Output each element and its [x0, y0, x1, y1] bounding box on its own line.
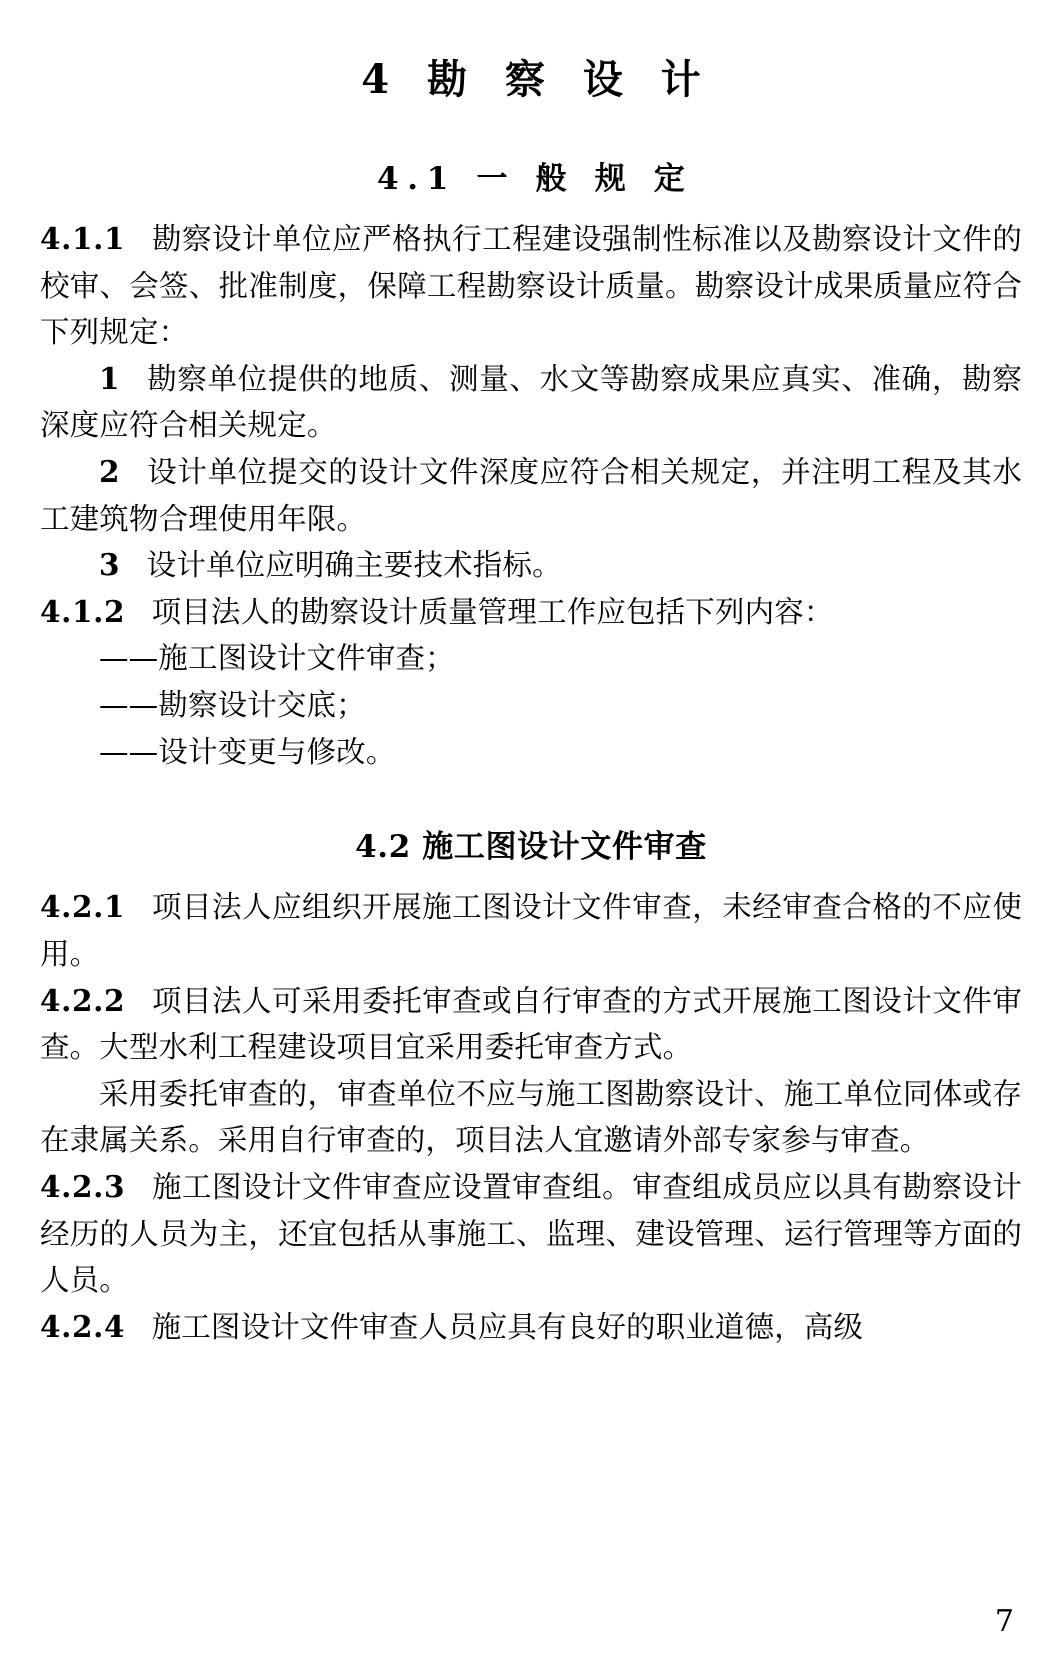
paragraph-text: 项目法人的勘察设计质量管理工作应包括下列内容：: [151, 594, 834, 629]
list-item-text: 勘察单位提供的地质、测量、水文等勘察成果应真实、准确，勘察深度应符合相关规定。: [40, 361, 1022, 443]
dash-item-2: ——勘察设计交底；: [99, 688, 366, 723]
chapter-title: 4 勘 察 设 计: [361, 56, 713, 103]
paragraph-number: 4.2.4: [40, 1308, 126, 1344]
dash-item-1: ——施工图设计文件审查；: [99, 641, 455, 676]
section-4-1-body: [40, 216, 1022, 775]
paragraph-4-1-2: [40, 589, 1022, 636]
list-item-2: [40, 449, 1022, 542]
list-item-1: [40, 356, 1022, 449]
paragraph-number: 4.2.2: [40, 982, 126, 1018]
paragraph-4-2-2: [40, 978, 1022, 1071]
paragraph-text: 项目法人可采用委托审查或自行审查的方式开展施工图设计文件审查。大型水利工程建设项目宜采用委托审查方式。: [40, 983, 1022, 1065]
list-item-text: 设计单位应明确主要技术指标。: [146, 548, 562, 583]
paragraph-4-2-1: [40, 884, 1022, 977]
section-title-4-1: 4.1 一 般 规 定: [377, 161, 694, 197]
paragraph-4-1-1: [40, 216, 1022, 356]
list-item-3: [40, 542, 1022, 589]
section-4-2-body: [40, 884, 1022, 1350]
dash-item-3: ——设计变更与修改。: [99, 734, 396, 769]
paragraph-number: 4.2.1: [40, 889, 126, 925]
list-item-number: 1: [99, 360, 121, 396]
paragraph-number: 4.1.1: [40, 221, 126, 256]
list-item-text: 设计单位提交的设计文件深度应符合相关规定，并注明工程及其水工建筑物合理使用年限。: [40, 455, 1022, 536]
paragraph-text: 施工图设计文件审查应设置审查组。审查组成员应以具有勘察设计经历的人员为主，还宜包括从事施工、监理、建设管理、运行管理等方面的人员。: [40, 1169, 1022, 1298]
section-title-4-2: 4.2 施工图设计文件审查: [355, 829, 707, 866]
paragraph-4-2-2-continued: 采用委托审查的，审查单位不应与施工图勘察设计、施工单位同体或存在隶属关系。采用自行审查的，项目法人宜邀请外部专家参与审查。: [40, 1076, 1022, 1158]
page-number: 7: [994, 1604, 1014, 1639]
list-item-number: 3: [99, 547, 121, 583]
paragraph-4-2-3: [40, 1164, 1022, 1304]
list-item-number: 2: [99, 454, 121, 490]
paragraph-4-2-4: [40, 1304, 1022, 1351]
paragraph-text: 项目法人应组织开展施工图设计文件审查，未经审查合格的不应使用。: [40, 890, 1022, 971]
paragraph-number: 4.2.3: [40, 1168, 126, 1204]
paragraph-number: 4.1.2: [40, 593, 126, 629]
paragraph-text: 施工图设计文件审查人员应具有良好的职业道德，高级: [151, 1309, 864, 1344]
paragraph-text: 勘察设计单位应严格执行工程建设强制性标准以及勘察设计文件的校审、会签、批准制度，保障工程勘察设计质量。勘察设计成果质量应符合下列规定：: [40, 222, 1022, 350]
